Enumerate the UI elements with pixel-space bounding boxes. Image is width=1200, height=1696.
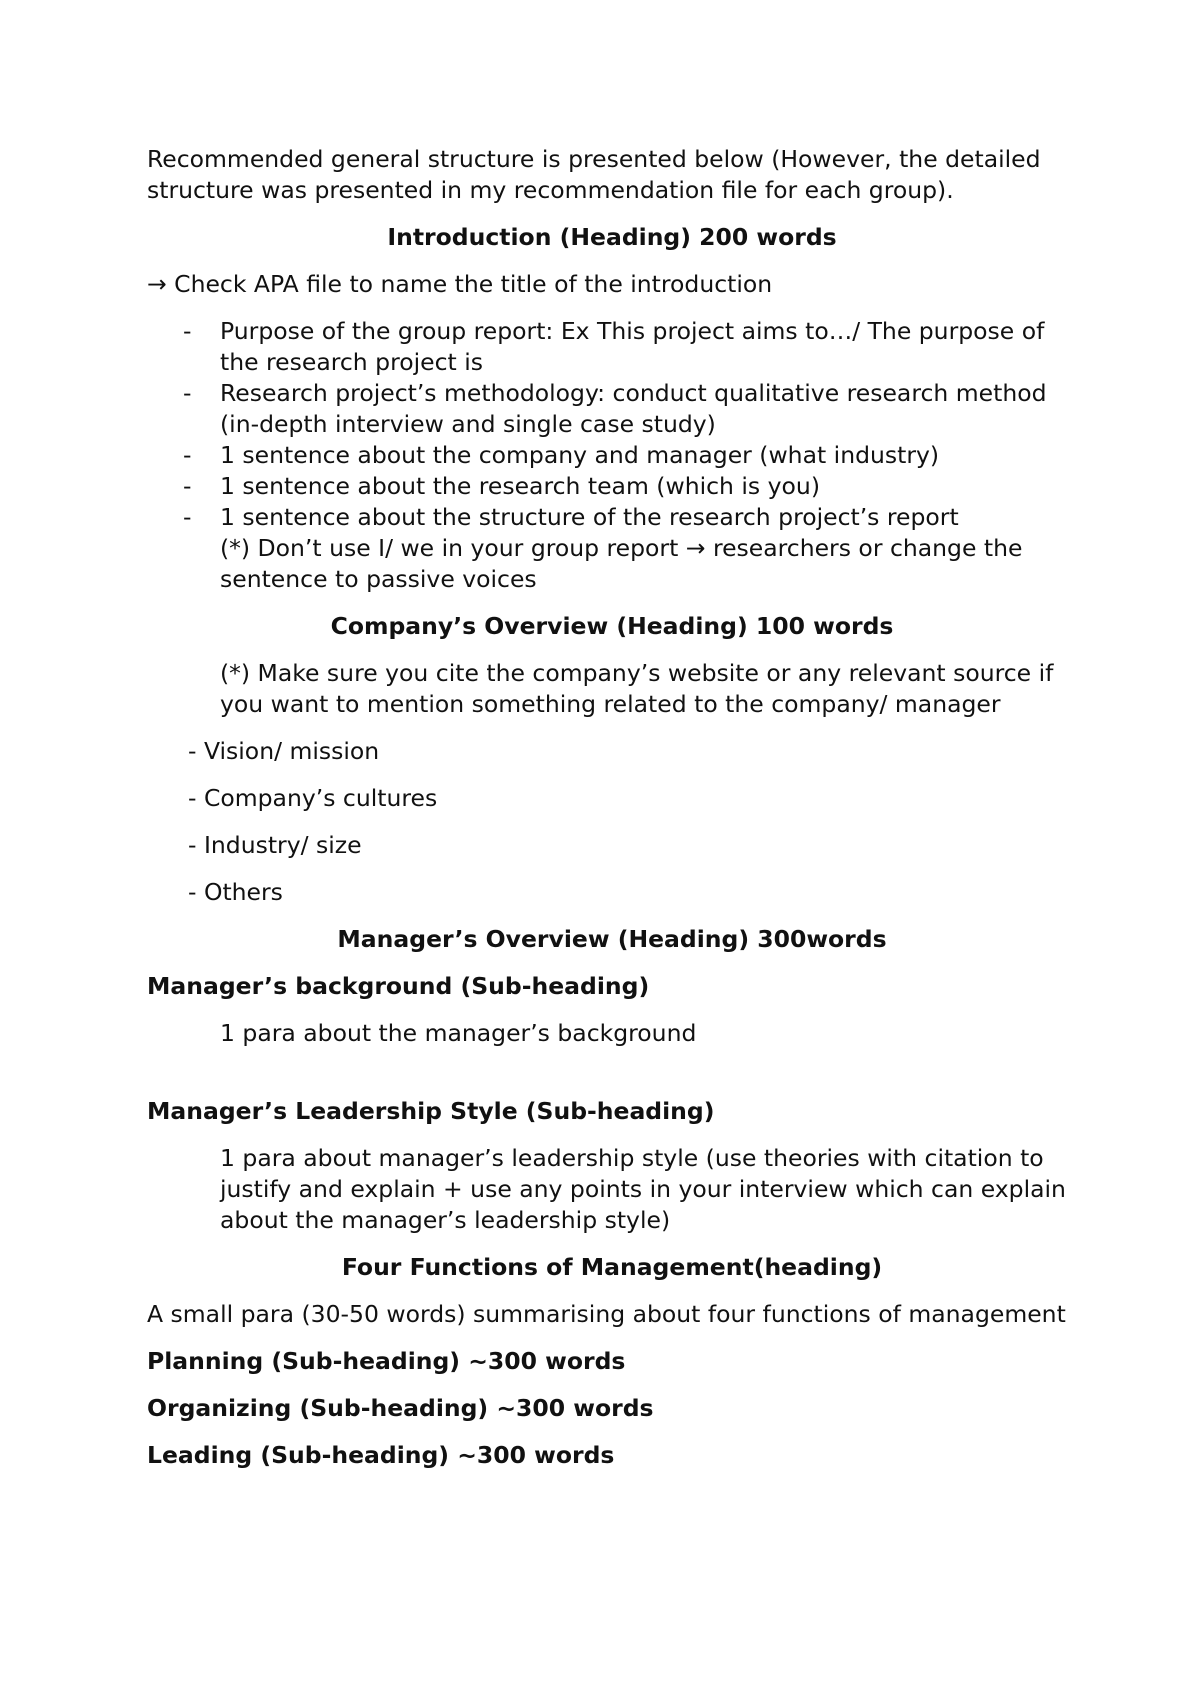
manager-background-text: 1 para about the manager’s background [220,1019,697,1047]
company-bullet-industry: - Industry/ size [188,831,362,859]
manager-leadership-text: 1 para about manager’s leadership style (use theories with citation to justify and explain + use any points in your interview which can explain about the manager’s leadership style) [220,1144,1066,1234]
functions-summary: A small para (30-50 words) summarising about four functions of management [147,1300,1066,1328]
company-bullet-cultures: - Company’s cultures [188,784,438,812]
list-item: - 1 sentence about the company and manager (what industry) [183,441,940,469]
manager-background-subheading: Manager’s background (Sub-heading) [147,972,650,1000]
company-cite-note: (*) Make sure you cite the company’s website or any relevant source if you want to mention something related to the company/ manager [220,659,1054,718]
document-body [147,144,1077,1487]
list-item: - Purpose of the group report: Ex This project aims to…/ The purpose of the research project is [183,317,1045,376]
functions-heading: Four Functions of Management(heading) [341,1253,883,1281]
apa-check-line: → Check APA file to name the title of the introduction [147,270,773,298]
company-bullet-others: - Others [188,878,283,906]
introduction-heading: Introduction (Heading) 200 words [387,223,837,251]
manager-leadership-subheading: Manager’s Leadership Style (Sub-heading) [147,1097,715,1125]
organizing-subheading: Organizing (Sub-heading) ~300 words [147,1394,654,1422]
list-item: - 1 sentence about the research team (which is you) [183,472,820,500]
leading-subheading: Leading (Sub-heading) ~300 words [147,1441,615,1469]
list-item: - Research project’s methodology: conduct qualitative research method (in-depth interview and single case study) [183,379,1047,438]
list-item: - 1 sentence about the structure of the research project’s report (*) Don’t use I/ we in your group report → researchers or change the sentence to passive voices [183,503,1023,593]
company-heading: Company’s Overview (Heading) 100 words [330,612,894,640]
planning-subheading: Planning (Sub-heading) ~300 words [147,1347,626,1375]
company-bullet-vision: - Vision/ mission [188,737,380,765]
voice-note: (*) Don’t use I/ we in your group report → researchers or change the sentence to passive voices [220,534,1023,593]
intro-paragraph: Recommended general structure is presented below (However, the detailed structure was presented in my recommendation file for each group). [147,145,1041,204]
manager-heading: Manager’s Overview (Heading) 300words [337,925,887,953]
introduction-list [147,316,1077,595]
